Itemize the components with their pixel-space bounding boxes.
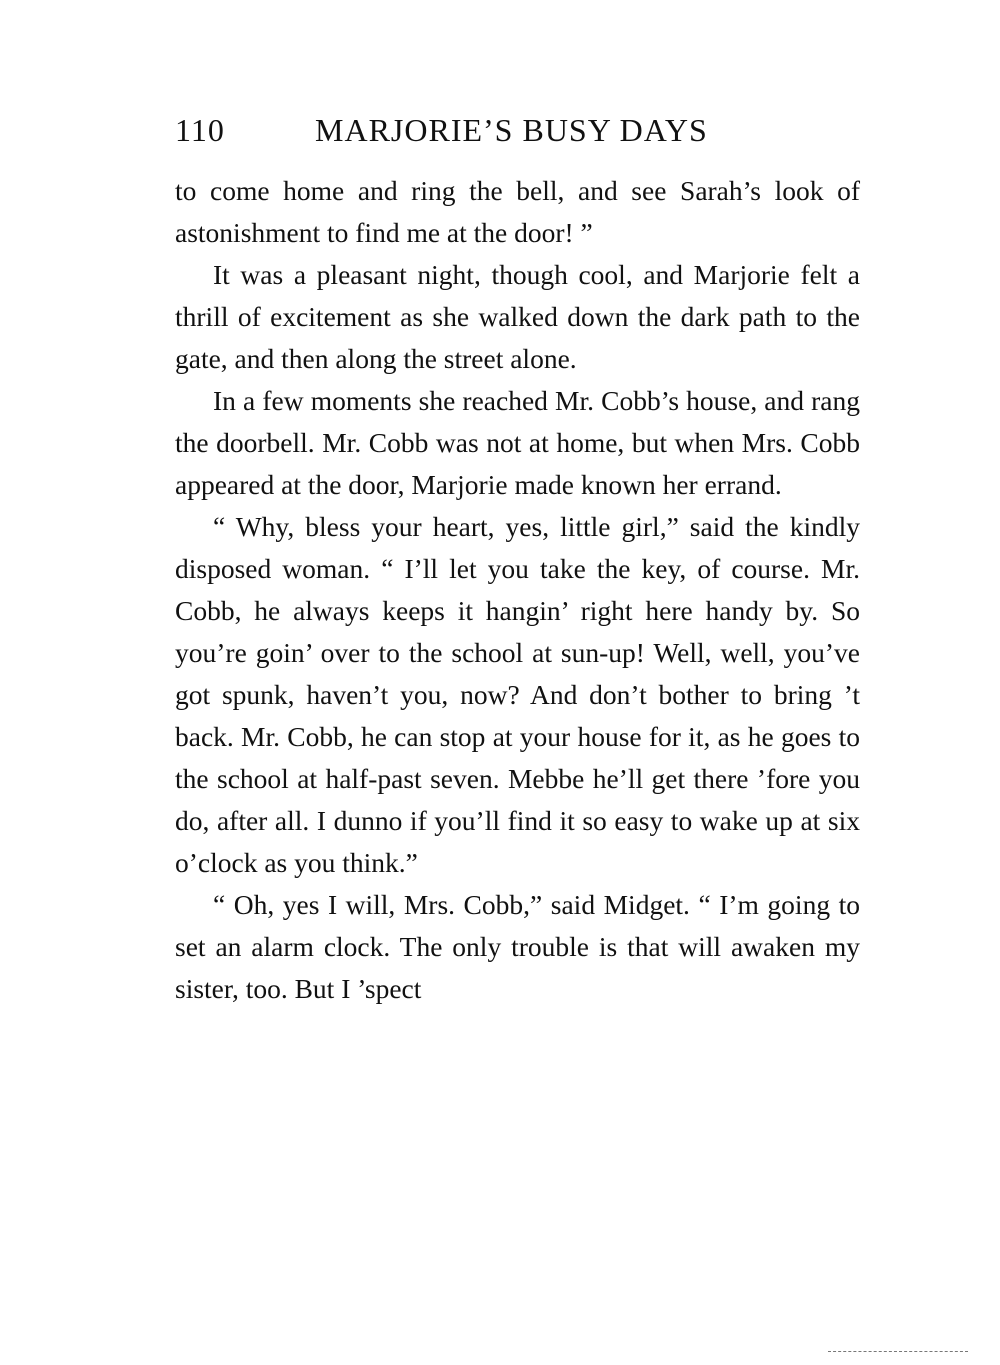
paragraph: “ Oh, yes I will, Mrs. Cobb,” said Midget. “ I’m going to set an alarm clock. The only trouble is that will awaken my sister, too. But I ’spect bbox=[175, 889, 860, 1004]
paragraph: It was a pleasant night, though cool, and Marjorie felt a thrill of excitement as she walked down the dark path to the gate, and then along the street alone. bbox=[175, 259, 860, 374]
paragraph-continued: to come home and ring the bell, and see Sarah’s look of astonishment to find me at the door! ” bbox=[175, 175, 860, 248]
running-title: MARJORIE’S BUSY DAYS bbox=[315, 112, 708, 148]
footer-rule bbox=[828, 1351, 968, 1352]
paragraph: In a few moments she reached Mr. Cobb’s house, and rang the doorbell. Mr. Cobb was not at home, but when Mrs. Cobb appeared at the door, Marjorie made known her errand. bbox=[175, 385, 860, 500]
page-body bbox=[175, 170, 860, 1010]
page-number: 110 bbox=[175, 112, 225, 148]
page-header bbox=[175, 112, 865, 156]
paragraph: “ Why, bless your heart, yes, little girl,” said the kindly disposed woman. “ I’ll let you take the key, of course. Mr. Cobb, he always keeps it hangin’ right here handy by. So you’re goin’ over to the school at sun-up! Well, well, you’ve got spunk, haven’t you, now? And don’t bother to bring ’t back. Mr. Cobb, he can stop at your house for it, as he goes to the school at half-past seven. Mebbe he’ll get there ’fore you do, after all. I dunno if you’ll find it so easy to wake up at six o’clock as you think.” bbox=[175, 511, 860, 878]
